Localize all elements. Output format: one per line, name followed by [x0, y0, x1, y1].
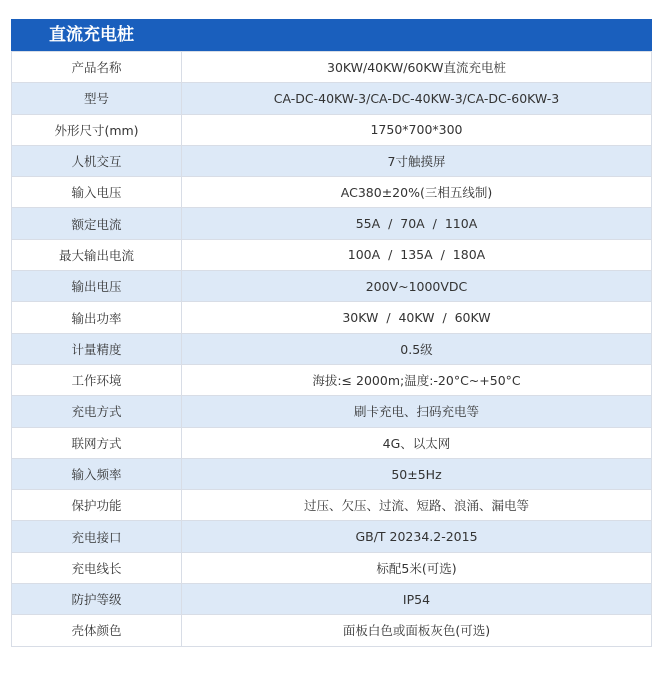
spec-label: 壳体颜色 — [12, 615, 182, 646]
spec-label: 计量精度 — [12, 333, 182, 364]
spec-value: 标配5米(可选) — [182, 552, 652, 583]
table-row — [12, 239, 652, 270]
spec-sheet — [11, 19, 652, 647]
table-row — [12, 615, 652, 646]
spec-value: 30KW/40KW/60KW直流充电桩 — [182, 52, 652, 83]
spec-label: 工作环境 — [12, 364, 182, 395]
spec-label: 最大输出电流 — [12, 239, 182, 270]
table-row — [12, 114, 652, 145]
spec-label: 输出功率 — [12, 302, 182, 333]
spec-value: GB/T 20234.2-2015 — [182, 521, 652, 552]
spec-label: 输入电压 — [12, 177, 182, 208]
spec-label: 人机交互 — [12, 145, 182, 176]
table-row — [12, 521, 652, 552]
table-row — [12, 83, 652, 114]
table-row — [12, 271, 652, 302]
table-row — [12, 458, 652, 489]
spec-label: 输出电压 — [12, 271, 182, 302]
spec-table — [11, 51, 652, 647]
spec-value: 刷卡充电、扫码充电等 — [182, 396, 652, 427]
spec-value: AC380±20%(三相五线制) — [182, 177, 652, 208]
spec-value: 55A / 70A / 110A — [182, 208, 652, 239]
table-row — [12, 364, 652, 395]
spec-value: 4G、以太网 — [182, 427, 652, 458]
table-row — [12, 490, 652, 521]
spec-label: 充电接口 — [12, 521, 182, 552]
table-row — [12, 396, 652, 427]
spec-value: 200V~1000VDC — [182, 271, 652, 302]
table-row — [12, 177, 652, 208]
spec-label: 外形尺寸(mm) — [12, 114, 182, 145]
spec-value: 7寸触摸屏 — [182, 145, 652, 176]
spec-label: 联网方式 — [12, 427, 182, 458]
spec-label: 型号 — [12, 83, 182, 114]
spec-value: 1750*700*300 — [182, 114, 652, 145]
table-row — [12, 584, 652, 615]
table-row — [12, 333, 652, 364]
spec-label: 防护等级 — [12, 584, 182, 615]
spec-value: CA-DC-40KW-3/CA-DC-40KW-3/CA-DC-60KW-3 — [182, 83, 652, 114]
spec-label: 保护功能 — [12, 490, 182, 521]
spec-value: 海拔:≤ 2000m;温度:-20°C~+50°C — [182, 364, 652, 395]
spec-value: 30KW / 40KW / 60KW — [182, 302, 652, 333]
spec-value: 面板白色或面板灰色(可选) — [182, 615, 652, 646]
table-row — [12, 302, 652, 333]
table-row — [12, 552, 652, 583]
spec-label: 额定电流 — [12, 208, 182, 239]
table-row — [12, 52, 652, 83]
table-row — [12, 208, 652, 239]
spec-value: 0.5级 — [182, 333, 652, 364]
spec-title: 直流充电桩 — [11, 19, 652, 51]
spec-label: 输入频率 — [12, 458, 182, 489]
table-row — [12, 145, 652, 176]
table-row — [12, 427, 652, 458]
spec-value: 50±5Hz — [182, 458, 652, 489]
spec-label: 充电线长 — [12, 552, 182, 583]
spec-value: 100A / 135A / 180A — [182, 239, 652, 270]
spec-value: 过压、欠压、过流、短路、浪涌、漏电等 — [182, 490, 652, 521]
spec-label: 产品名称 — [12, 52, 182, 83]
spec-label: 充电方式 — [12, 396, 182, 427]
spec-value: IP54 — [182, 584, 652, 615]
